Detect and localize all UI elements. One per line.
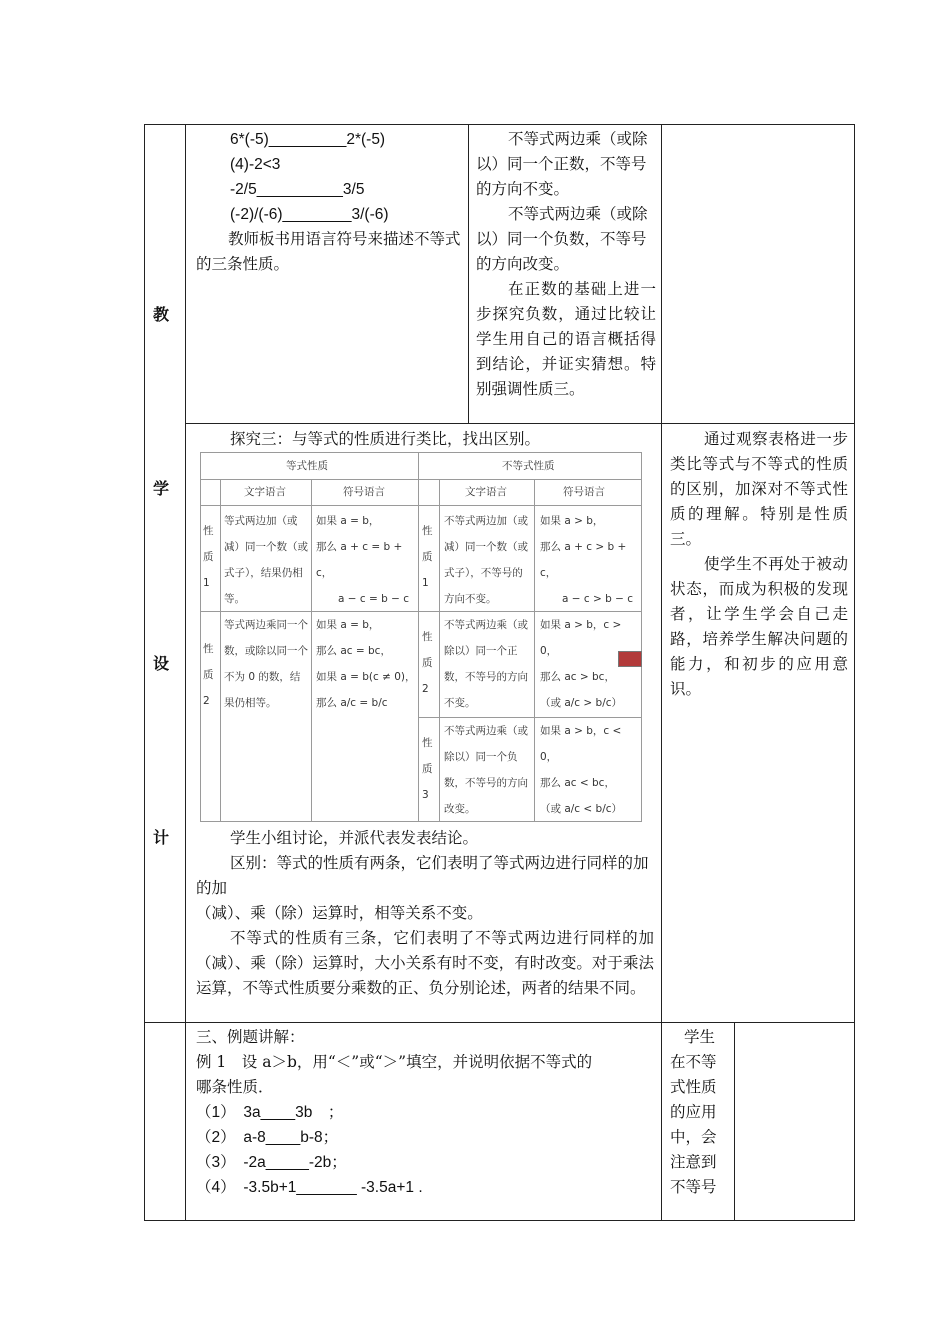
symbol-line: 如果 a > b， — [540, 515, 604, 527]
symbol-line: 那么 a + c = b + c， — [316, 541, 403, 579]
design-note-line: 式性质 — [670, 1078, 717, 1096]
property-label: 性质1 — [422, 525, 433, 589]
symbol-line: a − c > b − c — [562, 593, 634, 605]
property-text: 不等式两边加（或减）同一个数（或式子），不等号的方向不变。 — [444, 515, 528, 605]
symbol-line: a − c = b − c — [338, 593, 410, 605]
symbol-line: （或 a/c < b/c） — [540, 803, 623, 815]
grid-line — [185, 423, 855, 424]
inequality-summary: 不等式的性质有三条，它们表明了不等式两边进行同样的加（减）、乘（除）运算时，大小关系有时不变，有时改变。对于乘法运算，不等式性质要分乘数的正、负分别论述，两者的结果不同。 — [196, 929, 654, 997]
example-statement: 例 1 设 a＞b，用“＜”或“＞”填空，并说明依据不等式的 — [196, 1053, 593, 1071]
sub-header-text: 文字语言 — [465, 486, 507, 498]
side-label-xue: 学 — [153, 479, 170, 498]
exercise-item: （2） a-8____b-8； — [196, 1129, 339, 1146]
design-note-line: 中，会 — [670, 1128, 717, 1146]
symbol-line: 那么 ac > bc， — [540, 671, 615, 683]
grid-line — [661, 124, 662, 424]
teacher-note: 教师板书用语言符号来描述不等式的三条性质。 — [196, 230, 461, 273]
grid-line — [144, 1022, 855, 1023]
property-text: 等式两边加（或减）同一个数（或式子），结果仍相等。 — [224, 515, 308, 605]
design-note-line: 注意到 — [670, 1153, 717, 1171]
property-symbol — [540, 718, 640, 822]
table-header-inequality: 不等式性质 — [502, 460, 555, 472]
difference-line: （减）、乘（除）运算时，相等关系不变。 — [196, 904, 483, 922]
symbol-line: 那么 ac < bc， — [540, 777, 615, 789]
grid-line — [661, 1022, 662, 1221]
property-label: 性质2 — [422, 631, 433, 695]
property-label: 性质3 — [422, 737, 433, 801]
design-note: 使学生不再处于被动状态，而成为积极的发现者，让学生学会自己走路，培养学生解决问题的能力，和初步的应用意识。 — [670, 555, 848, 698]
side-label-jiao: 教 — [153, 305, 170, 324]
table-line — [200, 505, 642, 506]
design-note-line: 学生 — [684, 1028, 716, 1046]
symbol-line: 那么 a/c = b/c — [316, 697, 388, 709]
property-symbol — [540, 508, 640, 612]
property-text: 不等式两边乘（或除以）同一个负数，不等号的方向改变。 — [444, 725, 528, 815]
table-line — [439, 479, 440, 822]
design-note: 不等式两边乘（或除以）同一个负数，不等号的方向改变。 — [476, 205, 648, 273]
side-label-ji: 计 — [153, 828, 170, 847]
symbol-line: 如果 a = b， — [316, 619, 380, 631]
property-symbol — [316, 508, 416, 612]
property-comparison-table — [200, 452, 642, 822]
difference-line-cont: 的加 — [196, 879, 228, 897]
symbol-line: 如果 a > b，c < 0， — [540, 725, 622, 763]
property-text: 不等式两边乘（或除以）同一个正数，不等号的方向不变。 — [444, 619, 528, 709]
symbol-line: （或 a/c > b/c） — [540, 697, 623, 709]
table-line — [418, 452, 419, 822]
sub-header-symbol: 符号语言 — [343, 486, 385, 498]
design-note: 通过观察表格进一步类比等式与不等式的性质的区别，加深对不等式性质的理解。特别是性质三。 — [670, 430, 848, 548]
design-note-line: 在不等 — [670, 1053, 717, 1071]
property-symbol — [316, 612, 416, 716]
table-line — [200, 452, 642, 453]
example-statement: 哪条性质． — [196, 1078, 274, 1096]
example-heading: 三、例题讲解： — [196, 1028, 305, 1046]
exercise-line: 6*(-5)_________2*(-5) — [230, 131, 386, 148]
embedded-image-icon — [618, 651, 642, 667]
symbol-line: 那么 ac = bc， — [316, 645, 391, 657]
sub-header-symbol: 符号语言 — [563, 486, 605, 498]
table-line — [220, 479, 221, 822]
design-note: 不等式两边乘（或除以）同一个正数，不等号的方向不变。 — [476, 130, 648, 198]
property-label: 性质2 — [203, 643, 214, 707]
table-line — [311, 479, 312, 822]
property-label: 性质1 — [203, 525, 214, 589]
grid-line — [734, 1022, 735, 1221]
table-line — [641, 452, 642, 822]
property-text: 等式两边乘同一个数，或除以同一个不为 0 的数，结果仍相等。 — [224, 619, 308, 709]
table-line — [534, 479, 535, 822]
discussion-line: 学生小组讨论，并派代表发表结论。 — [230, 829, 479, 847]
symbol-line: 如果 a = b， — [316, 515, 380, 527]
difference-line: 区别：等式的性质有两条，它们表明了等式两边进行同样的加 — [230, 854, 649, 872]
exercise-item: （4） -3.5b+1_______ -3.5a+1 . — [196, 1179, 423, 1196]
symbol-line: 如果 a = b(c ≠ 0)， — [316, 671, 416, 683]
grid-line — [468, 124, 469, 424]
exercise-line: (4)-2<3 — [230, 156, 281, 173]
explore-three-heading: 探究三：与等式的性质进行类比，找出区别。 — [230, 430, 541, 448]
grid-line — [185, 124, 186, 1221]
exercise-line: -2/5__________3/5 — [230, 181, 365, 198]
exercise-item: （1） 3a____3b ； — [196, 1104, 344, 1121]
design-note: 在正数的基础上进一步探究负数，通过比较让学生用自己的语言概括得到结论，并证实猜想。特别强调性质三。 — [476, 280, 656, 398]
exercise-line: (-2)/(-6)________3/(-6) — [230, 206, 389, 223]
table-line — [200, 452, 201, 822]
grid-line — [661, 423, 662, 1023]
symbol-line: 如果 a > b，c > 0， — [540, 619, 622, 657]
exercise-item: （3） -2a_____-2b； — [196, 1154, 347, 1171]
side-label-she: 设 — [153, 654, 170, 673]
table-header-equality: 等式性质 — [286, 460, 328, 472]
sub-header-text: 文字语言 — [244, 486, 286, 498]
design-note-line: 不等号 — [670, 1178, 717, 1196]
design-note-line: 的应用 — [670, 1103, 717, 1121]
symbol-line: 那么 a + c > b + c， — [540, 541, 627, 579]
